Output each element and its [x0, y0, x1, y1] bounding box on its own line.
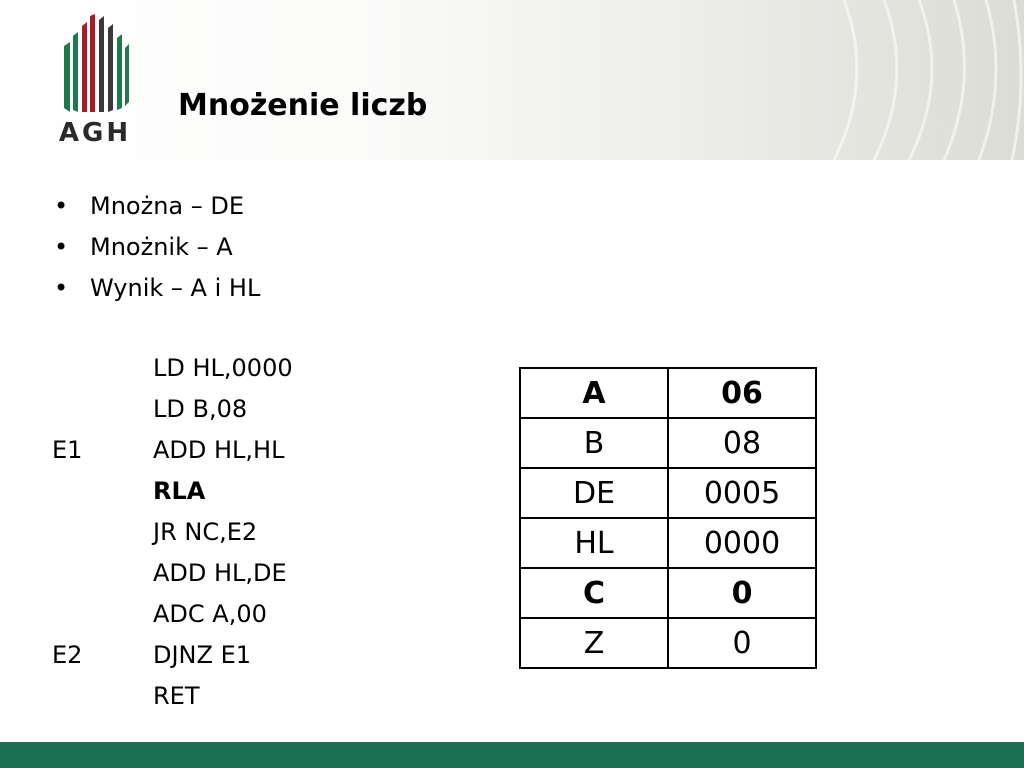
register-row — [520, 518, 816, 568]
bullet-item: • Wynik – A i HL — [52, 268, 260, 309]
register-value: 0005 — [668, 468, 816, 518]
code-instruction: LD HL,0000 — [153, 354, 293, 382]
slide-header — [0, 0, 1024, 160]
agh-logo — [58, 14, 132, 148]
code-instruction: DJNZ E1 — [153, 641, 252, 669]
register-value: 08 — [668, 418, 816, 468]
register-row — [520, 468, 816, 518]
register-row — [520, 368, 816, 418]
code-label: E2 — [52, 641, 83, 669]
register-row — [520, 568, 816, 618]
footer-bar — [0, 742, 1024, 768]
agh-logo-icon — [58, 14, 132, 114]
register-value: 0 — [668, 618, 816, 668]
code-instruction: ADC A,00 — [153, 600, 267, 628]
register-row — [520, 618, 816, 668]
code-instruction: RLA — [153, 477, 206, 505]
slide-title: Mnożenie liczb — [178, 88, 428, 123]
register-name: Z — [520, 618, 668, 668]
register-value: 0000 — [668, 518, 816, 568]
register-table — [519, 367, 817, 669]
header-decoration — [724, 0, 1024, 160]
register-value: 06 — [668, 368, 816, 418]
register-value: 0 — [668, 568, 816, 618]
register-name: C — [520, 568, 668, 618]
code-instruction: RET — [153, 682, 200, 710]
bullet-item: • Mnożna – DE — [52, 186, 260, 227]
bullet-item: • Mnożnik – A — [52, 227, 260, 268]
logo-text: AGH — [58, 118, 132, 148]
register-name: HL — [520, 518, 668, 568]
register-name: DE — [520, 468, 668, 518]
code-instruction: JR NC,E2 — [153, 518, 258, 546]
code-instruction: LD B,08 — [153, 395, 248, 423]
bullet-list — [52, 186, 260, 309]
code-instruction: ADD HL,DE — [153, 559, 287, 587]
register-name: A — [520, 368, 668, 418]
code-label: E1 — [52, 436, 83, 464]
register-name: B — [520, 418, 668, 468]
register-row — [520, 418, 816, 468]
code-instruction: ADD HL,HL — [153, 436, 285, 464]
